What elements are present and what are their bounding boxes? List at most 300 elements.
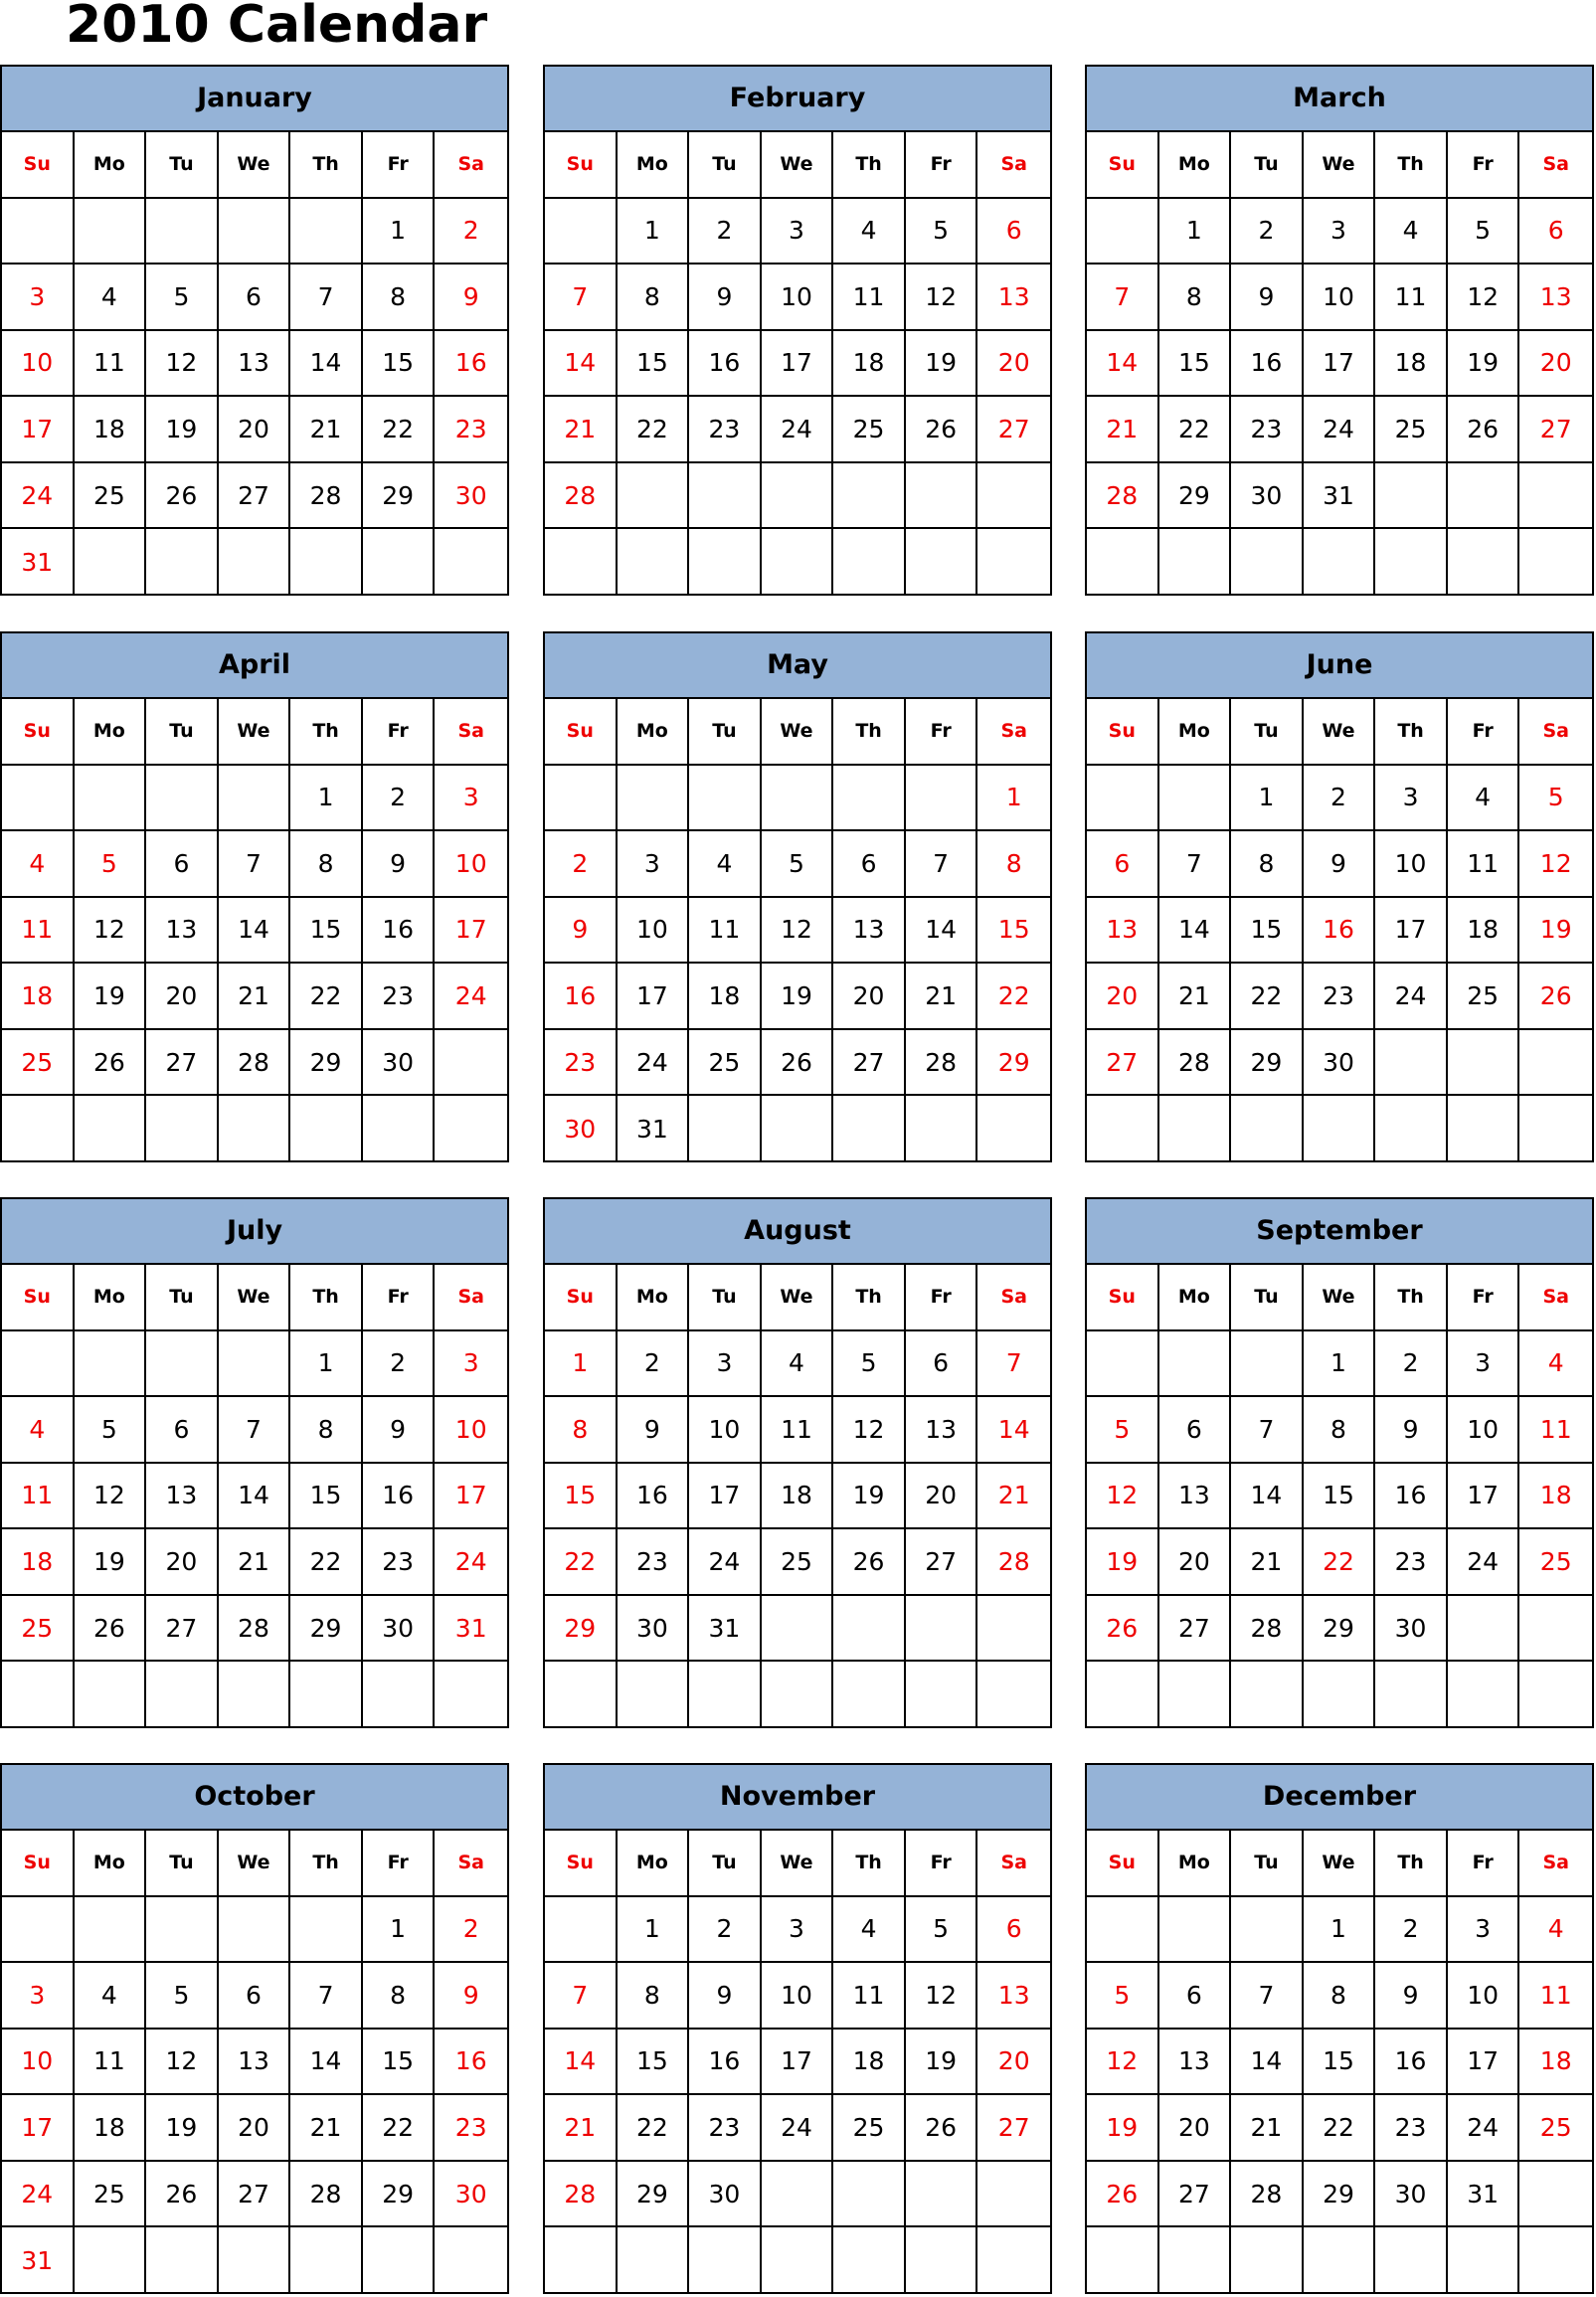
- day-cell: 22: [618, 2095, 690, 2162]
- weekday-label: Fr: [1448, 1265, 1520, 1331]
- weekday-label: Mo: [1159, 1265, 1232, 1331]
- day-cell: 3: [1375, 766, 1448, 832]
- day-cell: 6: [977, 1897, 1050, 1964]
- day-cell: 27: [146, 1596, 219, 1663]
- day-cell: 27: [146, 1030, 219, 1097]
- day-cell: 7: [1087, 265, 1159, 331]
- weekday-label: Sa: [977, 132, 1050, 199]
- weekday-label: We: [762, 699, 834, 766]
- empty-day-cell: [833, 1662, 906, 1728]
- empty-day-cell: [75, 1096, 147, 1162]
- empty-day-cell: [219, 2227, 291, 2294]
- day-cell: 29: [1159, 463, 1232, 530]
- day-cell: 24: [1448, 1529, 1520, 1596]
- day-cell: 15: [363, 2030, 436, 2096]
- empty-day-cell: [1375, 1662, 1448, 1728]
- day-cell: 7: [1159, 831, 1232, 898]
- day-cell: 25: [833, 397, 906, 463]
- day-cell: 2: [363, 766, 436, 832]
- empty-day-cell: [1519, 529, 1592, 596]
- weekday-label: Tu: [689, 1265, 762, 1331]
- day-cell: 10: [689, 1397, 762, 1464]
- day-cell: 5: [146, 1963, 219, 2030]
- weekday-label: Tu: [689, 132, 762, 199]
- day-cell: 26: [75, 1596, 147, 1663]
- day-cell: 24: [1375, 964, 1448, 1030]
- empty-day-cell: [833, 1596, 906, 1663]
- weekday-label: Sa: [1519, 132, 1592, 199]
- empty-day-cell: [1448, 463, 1520, 530]
- weekday-label: Sa: [435, 699, 507, 766]
- day-cell: 17: [1304, 331, 1376, 398]
- day-cell: 6: [146, 1397, 219, 1464]
- day-cell: 29: [1231, 1030, 1304, 1097]
- day-cell: 12: [146, 2030, 219, 2096]
- empty-day-cell: [290, 1662, 363, 1728]
- empty-day-cell: [1448, 1596, 1520, 1663]
- day-cell: 30: [1304, 1030, 1376, 1097]
- day-cell: 2: [1231, 199, 1304, 265]
- day-cell: 9: [618, 1397, 690, 1464]
- day-cell: 4: [1519, 1331, 1592, 1398]
- day-cell: 3: [2, 265, 75, 331]
- day-cell: 3: [1304, 199, 1376, 265]
- day-cell: 27: [1159, 2162, 1232, 2228]
- day-cell: 28: [1231, 1596, 1304, 1663]
- day-cell: 28: [219, 1596, 291, 1663]
- day-cell: 8: [290, 1397, 363, 1464]
- empty-day-cell: [977, 1596, 1050, 1663]
- day-grid: [1087, 699, 1592, 1162]
- day-cell: 30: [1375, 2162, 1448, 2228]
- empty-day-cell: [219, 529, 291, 596]
- day-cell: 4: [1519, 1897, 1592, 1964]
- day-cell: 11: [833, 1963, 906, 2030]
- empty-day-cell: [1519, 1030, 1592, 1097]
- day-cell: 17: [2, 2095, 75, 2162]
- day-cell: 19: [906, 331, 978, 398]
- month-may: [543, 631, 1052, 1162]
- day-cell: 25: [2, 1030, 75, 1097]
- day-cell: 28: [545, 463, 618, 530]
- day-cell: 24: [762, 397, 834, 463]
- day-cell: 10: [1375, 831, 1448, 898]
- weekday-label: We: [762, 1831, 834, 1897]
- month-february: [543, 65, 1052, 596]
- day-cell: 21: [1159, 964, 1232, 1030]
- month-title: July: [2, 1199, 507, 1265]
- day-cell: 7: [906, 831, 978, 898]
- weekday-label: We: [219, 132, 291, 199]
- day-cell: 31: [2, 529, 75, 596]
- empty-day-cell: [219, 1662, 291, 1728]
- day-cell: 17: [762, 2030, 834, 2096]
- day-cell: 23: [545, 1030, 618, 1097]
- day-cell: 2: [545, 831, 618, 898]
- weekday-label: Sa: [977, 699, 1050, 766]
- day-cell: 2: [1375, 1897, 1448, 1964]
- day-cell: 7: [545, 1963, 618, 2030]
- day-cell: 15: [290, 898, 363, 965]
- day-cell: 5: [75, 1397, 147, 1464]
- day-cell: 2: [1375, 1331, 1448, 1398]
- day-cell: 16: [1375, 2030, 1448, 2096]
- day-grid: [2, 1831, 507, 2294]
- day-cell: 8: [363, 265, 436, 331]
- day-grid: [545, 1265, 1050, 1728]
- day-cell: 19: [1087, 2095, 1159, 2162]
- day-cell: 11: [2, 898, 75, 965]
- day-cell: 20: [977, 2030, 1050, 2096]
- day-cell: 11: [1519, 1963, 1592, 2030]
- month-title: February: [545, 67, 1050, 132]
- day-cell: 5: [833, 1331, 906, 1398]
- day-cell: 19: [1448, 331, 1520, 398]
- day-cell: 12: [1087, 1464, 1159, 1530]
- weekday-label: Th: [1375, 699, 1448, 766]
- day-cell: 1: [1304, 1897, 1376, 1964]
- day-cell: 16: [689, 331, 762, 398]
- empty-day-cell: [219, 1897, 291, 1964]
- empty-day-cell: [1448, 1096, 1520, 1162]
- day-cell: 22: [1231, 964, 1304, 1030]
- day-cell: 12: [1519, 831, 1592, 898]
- empty-day-cell: [618, 463, 690, 530]
- day-cell: 20: [977, 331, 1050, 398]
- day-cell: 18: [833, 331, 906, 398]
- weekday-label: Tu: [146, 699, 219, 766]
- day-cell: 6: [1519, 199, 1592, 265]
- day-cell: 3: [435, 1331, 507, 1398]
- weekday-label: Mo: [618, 132, 690, 199]
- day-cell: 25: [762, 1529, 834, 1596]
- day-cell: 26: [1087, 1596, 1159, 1663]
- empty-day-cell: [1087, 199, 1159, 265]
- weekday-label: Fr: [906, 699, 978, 766]
- day-cell: 23: [435, 397, 507, 463]
- day-cell: 26: [833, 1529, 906, 1596]
- empty-day-cell: [1448, 1030, 1520, 1097]
- day-cell: 7: [219, 831, 291, 898]
- day-cell: 27: [977, 397, 1050, 463]
- day-cell: 3: [689, 1331, 762, 1398]
- weekday-label: We: [1304, 1265, 1376, 1331]
- day-cell: 12: [762, 898, 834, 965]
- empty-day-cell: [1087, 1897, 1159, 1964]
- day-cell: 18: [833, 2030, 906, 2096]
- empty-day-cell: [1448, 1662, 1520, 1728]
- empty-day-cell: [1087, 1331, 1159, 1398]
- weekday-label: Su: [545, 132, 618, 199]
- day-cell: 18: [75, 397, 147, 463]
- day-cell: 3: [762, 199, 834, 265]
- month-april: [0, 631, 509, 1162]
- weekday-label: Th: [1375, 1265, 1448, 1331]
- day-cell: 9: [689, 1963, 762, 2030]
- day-cell: 1: [545, 1331, 618, 1398]
- day-cell: 6: [906, 1331, 978, 1398]
- month-title: January: [2, 67, 507, 132]
- day-cell: 18: [689, 964, 762, 1030]
- empty-day-cell: [1448, 2227, 1520, 2294]
- weekday-label: Mo: [618, 1265, 690, 1331]
- day-cell: 5: [1087, 1963, 1159, 2030]
- weekday-label: Sa: [435, 132, 507, 199]
- day-cell: 28: [1159, 1030, 1232, 1097]
- day-cell: 13: [146, 898, 219, 965]
- empty-day-cell: [1159, 1897, 1232, 1964]
- empty-day-cell: [618, 766, 690, 832]
- empty-day-cell: [1304, 2227, 1376, 2294]
- day-cell: 7: [1231, 1397, 1304, 1464]
- day-cell: 14: [977, 1397, 1050, 1464]
- empty-day-cell: [977, 2162, 1050, 2228]
- day-cell: 3: [1448, 1331, 1520, 1398]
- day-cell: 21: [290, 2095, 363, 2162]
- empty-day-cell: [219, 766, 291, 832]
- day-cell: 20: [219, 2095, 291, 2162]
- day-cell: 30: [1231, 463, 1304, 530]
- empty-day-cell: [833, 529, 906, 596]
- empty-day-cell: [1304, 1662, 1376, 1728]
- day-cell: 5: [75, 831, 147, 898]
- empty-day-cell: [545, 766, 618, 832]
- day-cell: 9: [435, 1963, 507, 2030]
- day-cell: 24: [435, 964, 507, 1030]
- empty-day-cell: [1519, 1096, 1592, 1162]
- empty-day-cell: [1519, 463, 1592, 530]
- weekday-label: Su: [2, 1265, 75, 1331]
- day-cell: 7: [977, 1331, 1050, 1398]
- day-cell: 10: [762, 265, 834, 331]
- day-cell: 21: [545, 397, 618, 463]
- day-cell: 29: [1304, 2162, 1376, 2228]
- day-grid: [1087, 1831, 1592, 2294]
- day-cell: 16: [1231, 331, 1304, 398]
- day-cell: 7: [1231, 1963, 1304, 2030]
- day-cell: 27: [906, 1529, 978, 1596]
- day-cell: 24: [2, 2162, 75, 2228]
- day-cell: 22: [1159, 397, 1232, 463]
- day-cell: 18: [762, 1464, 834, 1530]
- month-january: [0, 65, 509, 596]
- month-title: October: [2, 1765, 507, 1831]
- empty-day-cell: [906, 2227, 978, 2294]
- day-cell: 15: [1159, 331, 1232, 398]
- day-cell: 22: [363, 397, 436, 463]
- weekday-label: Th: [833, 132, 906, 199]
- empty-day-cell: [1087, 766, 1159, 832]
- day-cell: 24: [1448, 2095, 1520, 2162]
- day-cell: 28: [1231, 2162, 1304, 2228]
- empty-day-cell: [1304, 1096, 1376, 1162]
- day-cell: 30: [363, 1596, 436, 1663]
- day-cell: 13: [146, 1464, 219, 1530]
- day-cell: 7: [219, 1397, 291, 1464]
- weekday-label: Fr: [906, 1831, 978, 1897]
- day-cell: 29: [977, 1030, 1050, 1097]
- day-cell: 11: [75, 2030, 147, 2096]
- day-cell: 24: [435, 1529, 507, 1596]
- day-cell: 11: [75, 331, 147, 398]
- weekday-label: We: [1304, 699, 1376, 766]
- day-cell: 15: [1304, 1464, 1376, 1530]
- day-cell: 21: [219, 964, 291, 1030]
- day-cell: 28: [906, 1030, 978, 1097]
- day-cell: 9: [545, 898, 618, 965]
- day-grid: [2, 132, 507, 596]
- weekday-label: Mo: [75, 132, 147, 199]
- month-june: [1085, 631, 1594, 1162]
- day-cell: 8: [1304, 1397, 1376, 1464]
- day-cell: 17: [2, 397, 75, 463]
- weekday-label: Mo: [1159, 1831, 1232, 1897]
- weekday-label: Tu: [689, 699, 762, 766]
- day-cell: 29: [618, 2162, 690, 2228]
- day-cell: 20: [1159, 2095, 1232, 2162]
- day-cell: 20: [906, 1464, 978, 1530]
- empty-day-cell: [618, 2227, 690, 2294]
- empty-day-cell: [762, 2162, 834, 2228]
- day-cell: 17: [1448, 1464, 1520, 1530]
- empty-day-cell: [435, 1662, 507, 1728]
- weekday-label: Sa: [1519, 699, 1592, 766]
- day-cell: 16: [435, 331, 507, 398]
- empty-day-cell: [363, 1096, 436, 1162]
- day-cell: 14: [1087, 331, 1159, 398]
- day-cell: 7: [545, 265, 618, 331]
- empty-day-cell: [290, 529, 363, 596]
- day-cell: 23: [689, 2095, 762, 2162]
- empty-day-cell: [833, 766, 906, 832]
- day-cell: 19: [906, 2030, 978, 2096]
- day-cell: 23: [689, 397, 762, 463]
- day-cell: 24: [762, 2095, 834, 2162]
- day-cell: 2: [689, 199, 762, 265]
- weekday-label: Tu: [1231, 1265, 1304, 1331]
- month-title: August: [545, 1199, 1050, 1265]
- day-cell: 14: [290, 2030, 363, 2096]
- day-cell: 16: [689, 2030, 762, 2096]
- empty-day-cell: [1231, 1096, 1304, 1162]
- day-cell: 9: [1231, 265, 1304, 331]
- weekday-label: Su: [1087, 1831, 1159, 1897]
- day-cell: 31: [689, 1596, 762, 1663]
- empty-day-cell: [762, 529, 834, 596]
- weekday-label: We: [1304, 1831, 1376, 1897]
- empty-day-cell: [1231, 1331, 1304, 1398]
- empty-day-cell: [1159, 1331, 1232, 1398]
- day-cell: 23: [1375, 2095, 1448, 2162]
- month-march: [1085, 65, 1594, 596]
- day-cell: 1: [1231, 766, 1304, 832]
- day-cell: 20: [1159, 1529, 1232, 1596]
- day-cell: 10: [1448, 1963, 1520, 2030]
- month-october: [0, 1763, 509, 2294]
- day-cell: 27: [219, 463, 291, 530]
- day-cell: 4: [75, 1963, 147, 2030]
- weekday-label: Fr: [1448, 1831, 1520, 1897]
- weekday-label: Su: [2, 699, 75, 766]
- empty-day-cell: [363, 2227, 436, 2294]
- day-cell: 9: [363, 831, 436, 898]
- day-cell: 6: [1159, 1963, 1232, 2030]
- day-cell: 15: [1304, 2030, 1376, 2096]
- day-cell: 4: [1375, 199, 1448, 265]
- empty-day-cell: [762, 1662, 834, 1728]
- day-cell: 16: [363, 898, 436, 965]
- weekday-label: Sa: [1519, 1265, 1592, 1331]
- month-july: [0, 1197, 509, 1728]
- day-cell: 1: [290, 766, 363, 832]
- day-cell: 15: [290, 1464, 363, 1530]
- day-cell: 31: [435, 1596, 507, 1663]
- day-cell: 26: [1448, 397, 1520, 463]
- weekday-label: Su: [1087, 699, 1159, 766]
- day-cell: 25: [833, 2095, 906, 2162]
- day-cell: 28: [1087, 463, 1159, 530]
- day-cell: 31: [1304, 463, 1376, 530]
- day-cell: 6: [1159, 1397, 1232, 1464]
- day-cell: 25: [2, 1596, 75, 1663]
- day-cell: 5: [906, 1897, 978, 1964]
- day-cell: 20: [1519, 331, 1592, 398]
- empty-day-cell: [1304, 529, 1376, 596]
- empty-day-cell: [75, 1897, 147, 1964]
- empty-day-cell: [1375, 2227, 1448, 2294]
- weekday-label: We: [219, 1831, 291, 1897]
- day-cell: 13: [833, 898, 906, 965]
- weekday-label: We: [762, 1265, 834, 1331]
- weekday-label: Th: [290, 132, 363, 199]
- empty-day-cell: [762, 766, 834, 832]
- day-cell: 21: [906, 964, 978, 1030]
- empty-day-cell: [906, 766, 978, 832]
- weekday-label: Sa: [1519, 1831, 1592, 1897]
- day-cell: 25: [1448, 964, 1520, 1030]
- month-title: November: [545, 1765, 1050, 1831]
- day-cell: 8: [618, 265, 690, 331]
- weekday-label: Th: [290, 699, 363, 766]
- day-cell: 2: [1304, 766, 1376, 832]
- day-grid: [545, 699, 1050, 1162]
- day-cell: 21: [290, 397, 363, 463]
- day-cell: 3: [2, 1963, 75, 2030]
- weekday-label: Th: [290, 1265, 363, 1331]
- day-grid: [2, 1265, 507, 1728]
- day-cell: 8: [1231, 831, 1304, 898]
- day-cell: 19: [146, 2095, 219, 2162]
- day-cell: 13: [1087, 898, 1159, 965]
- day-cell: 9: [1375, 1963, 1448, 2030]
- page-title: 2010 Calendar: [66, 0, 488, 55]
- day-cell: 4: [833, 199, 906, 265]
- day-cell: 16: [545, 964, 618, 1030]
- day-cell: 18: [1519, 2030, 1592, 2096]
- day-cell: 27: [1159, 1596, 1232, 1663]
- weekday-label: Su: [545, 699, 618, 766]
- day-cell: 2: [689, 1897, 762, 1964]
- day-cell: 11: [762, 1397, 834, 1464]
- weekday-label: Su: [1087, 1265, 1159, 1331]
- day-cell: 9: [1304, 831, 1376, 898]
- day-cell: 24: [618, 1030, 690, 1097]
- day-cell: 30: [435, 2162, 507, 2228]
- empty-day-cell: [75, 766, 147, 832]
- day-cell: 20: [146, 964, 219, 1030]
- day-cell: 12: [1087, 2030, 1159, 2096]
- empty-day-cell: [435, 529, 507, 596]
